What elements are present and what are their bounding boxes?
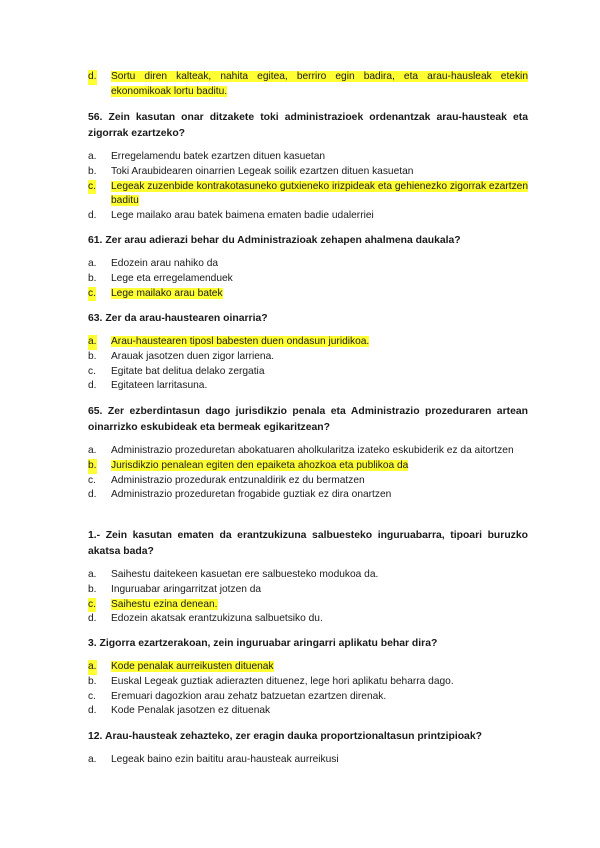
- option-letter: d.: [88, 70, 97, 85]
- answer-option: b. Inguruabar aringarritzat jotzen da: [88, 583, 262, 595]
- answer-option: b. Lege eta erregelamenduek: [88, 272, 233, 284]
- question-3: [88, 636, 528, 719]
- answer-option: d. Lege mailako arau batek baimena ematen badie udalerriei: [88, 210, 374, 222]
- question-title: 63. Zer da arau-haustearen oinarria?: [88, 313, 268, 324]
- answer-option: b. Euskal Legeak guztiak adierazten dituenez, lege hori aplikatu beharra dago.: [88, 675, 454, 687]
- answer-option: b. Arauak jasotzen duen zigor larriena.: [88, 350, 275, 362]
- question-title: 1.- Zein kasutan ematen da erantzukizuna salbuesteko inguruabarra, tipoari buruzko akatsa bada?: [88, 530, 528, 557]
- answer-option: d. Egitateen larritasuna.: [88, 380, 208, 392]
- question-title: 61. Zer arau adierazi behar du Administrazioak zehapen ahalmena daukala?: [88, 235, 461, 246]
- question-title: 12. Arau-hausteak zehazteko, zer eragin dauka proportzionaltasun printzipioak?: [88, 731, 482, 742]
- previous-question-tail: [88, 70, 528, 100]
- answer-option: a. Erregelamendu batek ezartzen dituen kasuetan: [88, 151, 326, 162]
- question-title: 3. Zigorra ezartzerakoan, zein inguruabar aringarri aplikatu behar dira?: [88, 638, 438, 649]
- answer-option: a. Legeak baino ezin baititu arau-hausteak aurreikusi: [88, 754, 339, 765]
- answer-option-correct: b. Jurisdikzio penalean egiten den epaiketa ahozkoa eta publikoa da: [88, 459, 528, 474]
- question-12: [88, 729, 528, 768]
- answer-option: b. Toki Araubidearen oinarrien Legeak soilik ezartzen dituen kasuetan: [88, 165, 414, 177]
- answer-option-correct: [88, 70, 528, 100]
- answer-option-correct: c. Saihestu ezina denean.: [88, 598, 528, 613]
- answer-option: d. Administrazio prozeduretan frogabide guztiak ez dira onartzen: [88, 489, 392, 501]
- answer-option-correct: c. Lege mailako arau batek: [88, 287, 528, 302]
- answer-option: c. Administrazio prozedurak entzunaldirik ez du bermatzen: [88, 474, 365, 486]
- question-1: [88, 528, 528, 627]
- answer-option: c. Egitate bat delitua delako zergatia: [88, 365, 265, 377]
- answer-option-correct: a. Kode penalak aurreikusten dituenak: [88, 660, 528, 675]
- answer-option: a. Edozein arau nahiko da: [88, 258, 219, 269]
- answer-option: d. Kode Penalak jasotzen ez dituenak: [88, 705, 271, 717]
- answer-option: a. Saihestu daitekeen kasuetan ere salbuesteko modukoa da.: [88, 569, 379, 580]
- question-61: [88, 233, 528, 301]
- question-title: 65. Zer ezberdintasun dago jurisdikzio penala eta Administrazio prozeduraren artean oinarrizko eskubideak eta bermeak egikaritzean?: [88, 406, 528, 433]
- answer-option: a. Administrazio prozeduretan abokatuaren aholkularitza izateko eskubiderik ez da aitortzen: [88, 445, 514, 456]
- answer-option: c. Eremuari dagozkion arau zehatz batzuetan ezartzen direnak.: [88, 690, 387, 702]
- answer-option-correct: c. Legeak zuzenbide kontrakotasuneko gutxieneko irizpideak eta gehienezko zigorrak ezartzen baditu: [88, 180, 528, 207]
- question-title: 56. Zein kasutan onar ditzakete toki administrazioek ordenantzak arau-hausteak eta zigorrak ezartzeko?: [88, 112, 528, 139]
- answer-option: d. Edozein akatsak erantzukizuna salbuetsiko du.: [88, 613, 323, 625]
- question-63: [88, 311, 528, 394]
- question-56: [88, 110, 528, 224]
- answer-option-correct: a. Arau-haustearen tiposl babesten duen ondasun juridikoa.: [88, 335, 528, 350]
- option-text: Sortu diren kalteak, nahita egitea, berriro egin badira, eta arau-hausleak etekin ekonomikoak lortu baditu.: [111, 71, 528, 97]
- question-65: [88, 404, 528, 503]
